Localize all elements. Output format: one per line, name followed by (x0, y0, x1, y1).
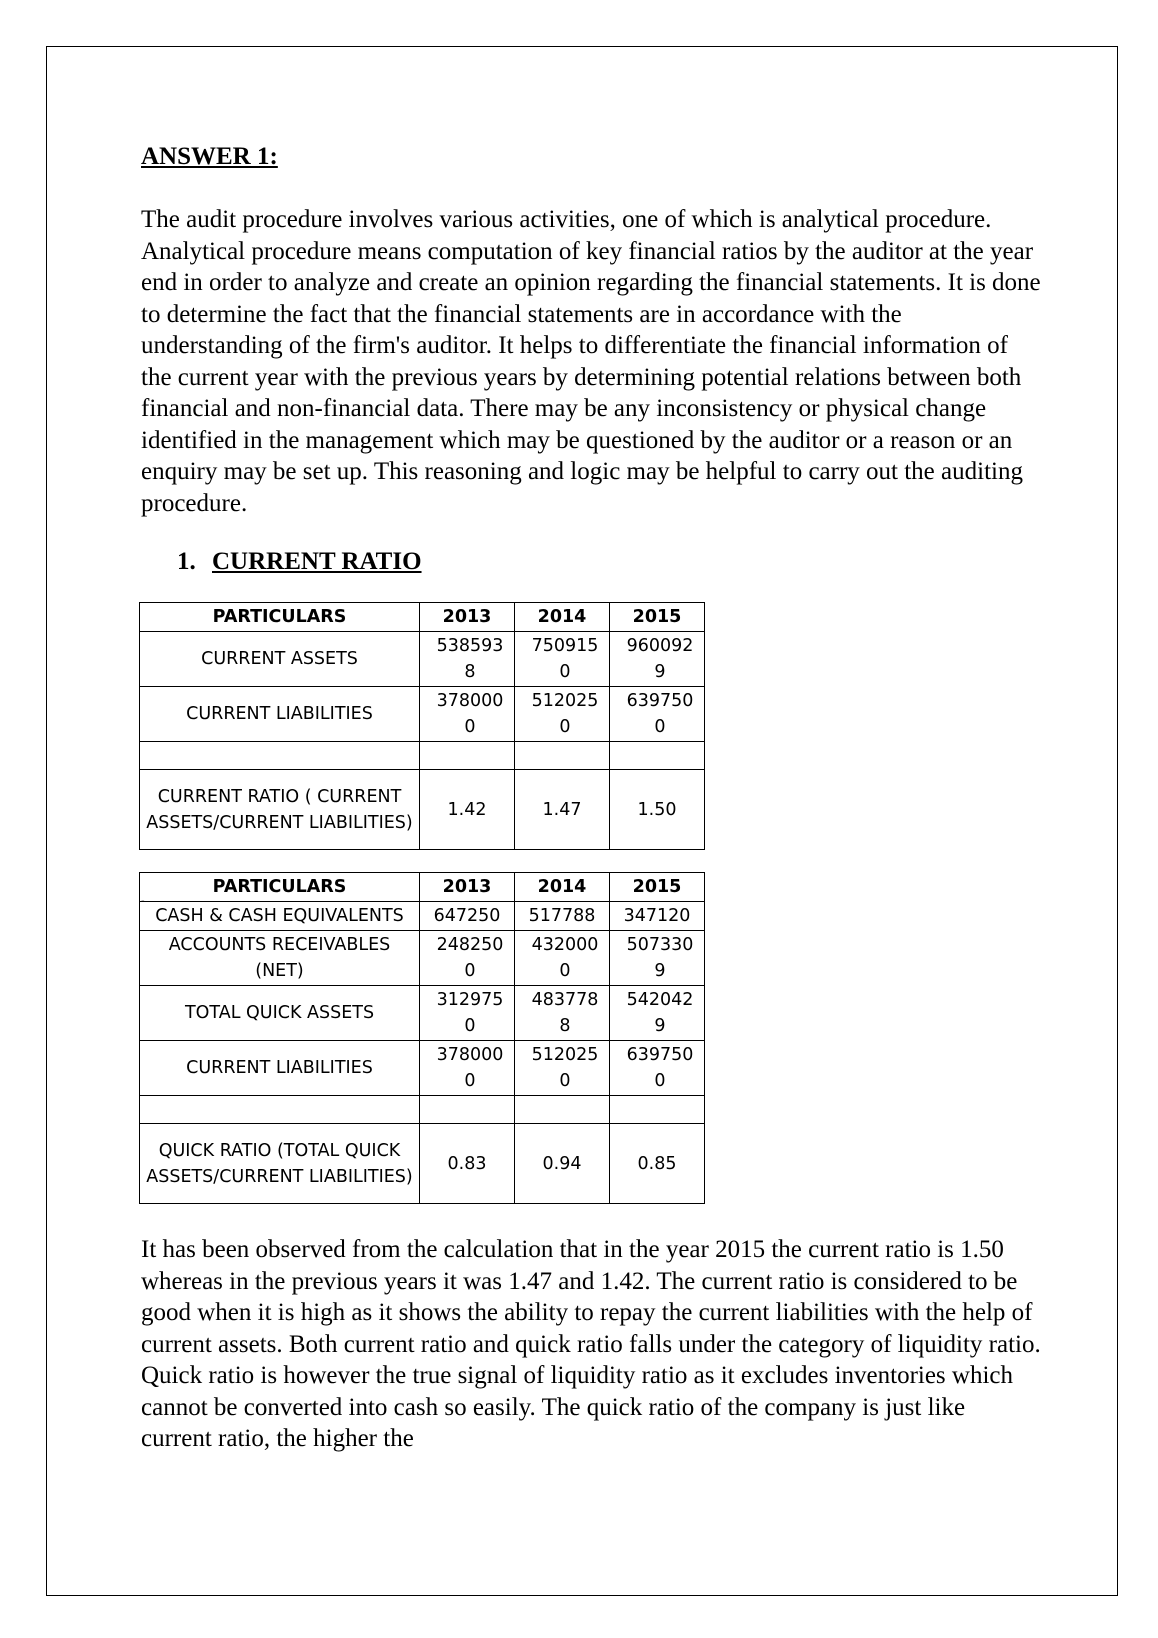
value-cell: 1.42 (420, 770, 515, 850)
value-cell: 6397500 (610, 1041, 705, 1096)
value-cell: 4837788 (515, 986, 610, 1041)
value-cell: 647250 (420, 902, 515, 931)
intro-paragraph: The audit procedure involves various activities, one of which is analytical procedure. Analytical procedure means computation of key financial ratios by the auditor at the year end in order to analyze and create an opinion regarding the financial statements. It is done to determine the fact that the financial statements are in accordance with the understanding of the firm's auditor. It helps to differentiate the financial information of the current year with the previous years by determining potential relations between both financial and non-financial data. There may be any inconsistency or physical change identified in the management which may be questioned by the auditor or a reason or an enquiry may be set up. This reasoning and logic may be helpful to carry out the auditing procedure. (141, 206, 1041, 517)
table-row (140, 632, 705, 687)
section-heading (141, 547, 1041, 577)
row-label: CASH & CASH EQUIVALENTS (140, 902, 420, 931)
table-row (140, 770, 705, 850)
row-label: TOTAL QUICK ASSETS (140, 986, 420, 1041)
value-cell: 0.83 (420, 1124, 515, 1204)
row-label: ACCOUNTS RECEIVABLES (NET) (140, 931, 420, 986)
value-cell: 3780000 (420, 687, 515, 742)
current-ratio-table (139, 602, 705, 850)
row-label: CURRENT ASSETS (140, 632, 420, 687)
row-label: QUICK RATIO (TOTAL QUICK ASSETS/CURRENT LIABILITIES) (140, 1124, 420, 1204)
value-cell: 1.50 (610, 770, 705, 850)
value-cell: 0.94 (515, 1124, 610, 1204)
header-cell: 2014 (515, 603, 610, 632)
header-cell: 2015 (610, 873, 705, 902)
row-label: CURRENT RATIO ( CURRENT ASSETS/CURRENT LIABILITIES) (140, 770, 420, 850)
quick-ratio-table (139, 872, 705, 1204)
header-cell: 2015 (610, 603, 705, 632)
value-cell: 5385938 (420, 632, 515, 687)
value-cell: 2482500 (420, 931, 515, 986)
section-number: 1. (177, 548, 196, 575)
value-cell: 5420429 (610, 986, 705, 1041)
table-row (140, 902, 705, 931)
value-cell: 7509150 (515, 632, 610, 687)
table-row (140, 1124, 705, 1204)
value-cell (515, 742, 610, 770)
header-cell: 2013 (420, 603, 515, 632)
answer-heading: ANSWER 1: (141, 143, 278, 170)
row-label: CURRENT LIABILITIES (140, 1041, 420, 1096)
value-cell: 9600929 (610, 632, 705, 687)
header-cell: PARTICULARS (140, 603, 420, 632)
value-cell: 3780000 (420, 1041, 515, 1096)
value-cell: 5120250 (515, 687, 610, 742)
table-row (140, 931, 705, 986)
row-label: CURRENT LIABILITIES (140, 687, 420, 742)
value-cell: 5073309 (610, 931, 705, 986)
value-cell (420, 742, 515, 770)
header-cell: PARTICULARS (140, 873, 420, 902)
value-cell (420, 1096, 515, 1124)
conclusion-paragraph: It has been observed from the calculation that in the year 2015 the current ratio is 1.50 whereas in the previous years it was 1.47 and 1.42. The current ratio is considered to be good when it is high as it shows the ability to repay the current liabilities with the help of current assets. Both current ratio and quick ratio falls under the category of liquidity ratio. Quick ratio is however the true signal of liquidity ratio as it excludes inventories which cannot be converted into cash so easily. The quick ratio of the company is just like current ratio, the higher the (141, 1236, 1041, 1452)
value-cell: 5120250 (515, 1041, 610, 1096)
table-header-row (140, 603, 705, 632)
table-header-row (140, 873, 705, 902)
row-label (140, 742, 420, 770)
value-cell (610, 742, 705, 770)
row-label (140, 1096, 420, 1124)
value-cell: 347120 (610, 902, 705, 931)
document-content (141, 142, 1041, 1455)
value-cell: 1.47 (515, 770, 610, 850)
table-row (140, 986, 705, 1041)
value-cell: 0.85 (610, 1124, 705, 1204)
value-cell (515, 1096, 610, 1124)
value-cell: 517788 (515, 902, 610, 931)
value-cell: 4320000 (515, 931, 610, 986)
table-row (140, 687, 705, 742)
value-cell: 3129750 (420, 986, 515, 1041)
table-row (140, 1096, 705, 1124)
header-cell: 2014 (515, 873, 610, 902)
value-cell: 6397500 (610, 687, 705, 742)
section-title: CURRENT RATIO (212, 548, 422, 575)
header-cell: 2013 (420, 873, 515, 902)
table-row (140, 742, 705, 770)
table-row (140, 1041, 705, 1096)
value-cell (610, 1096, 705, 1124)
separator-mark: - (141, 896, 145, 907)
